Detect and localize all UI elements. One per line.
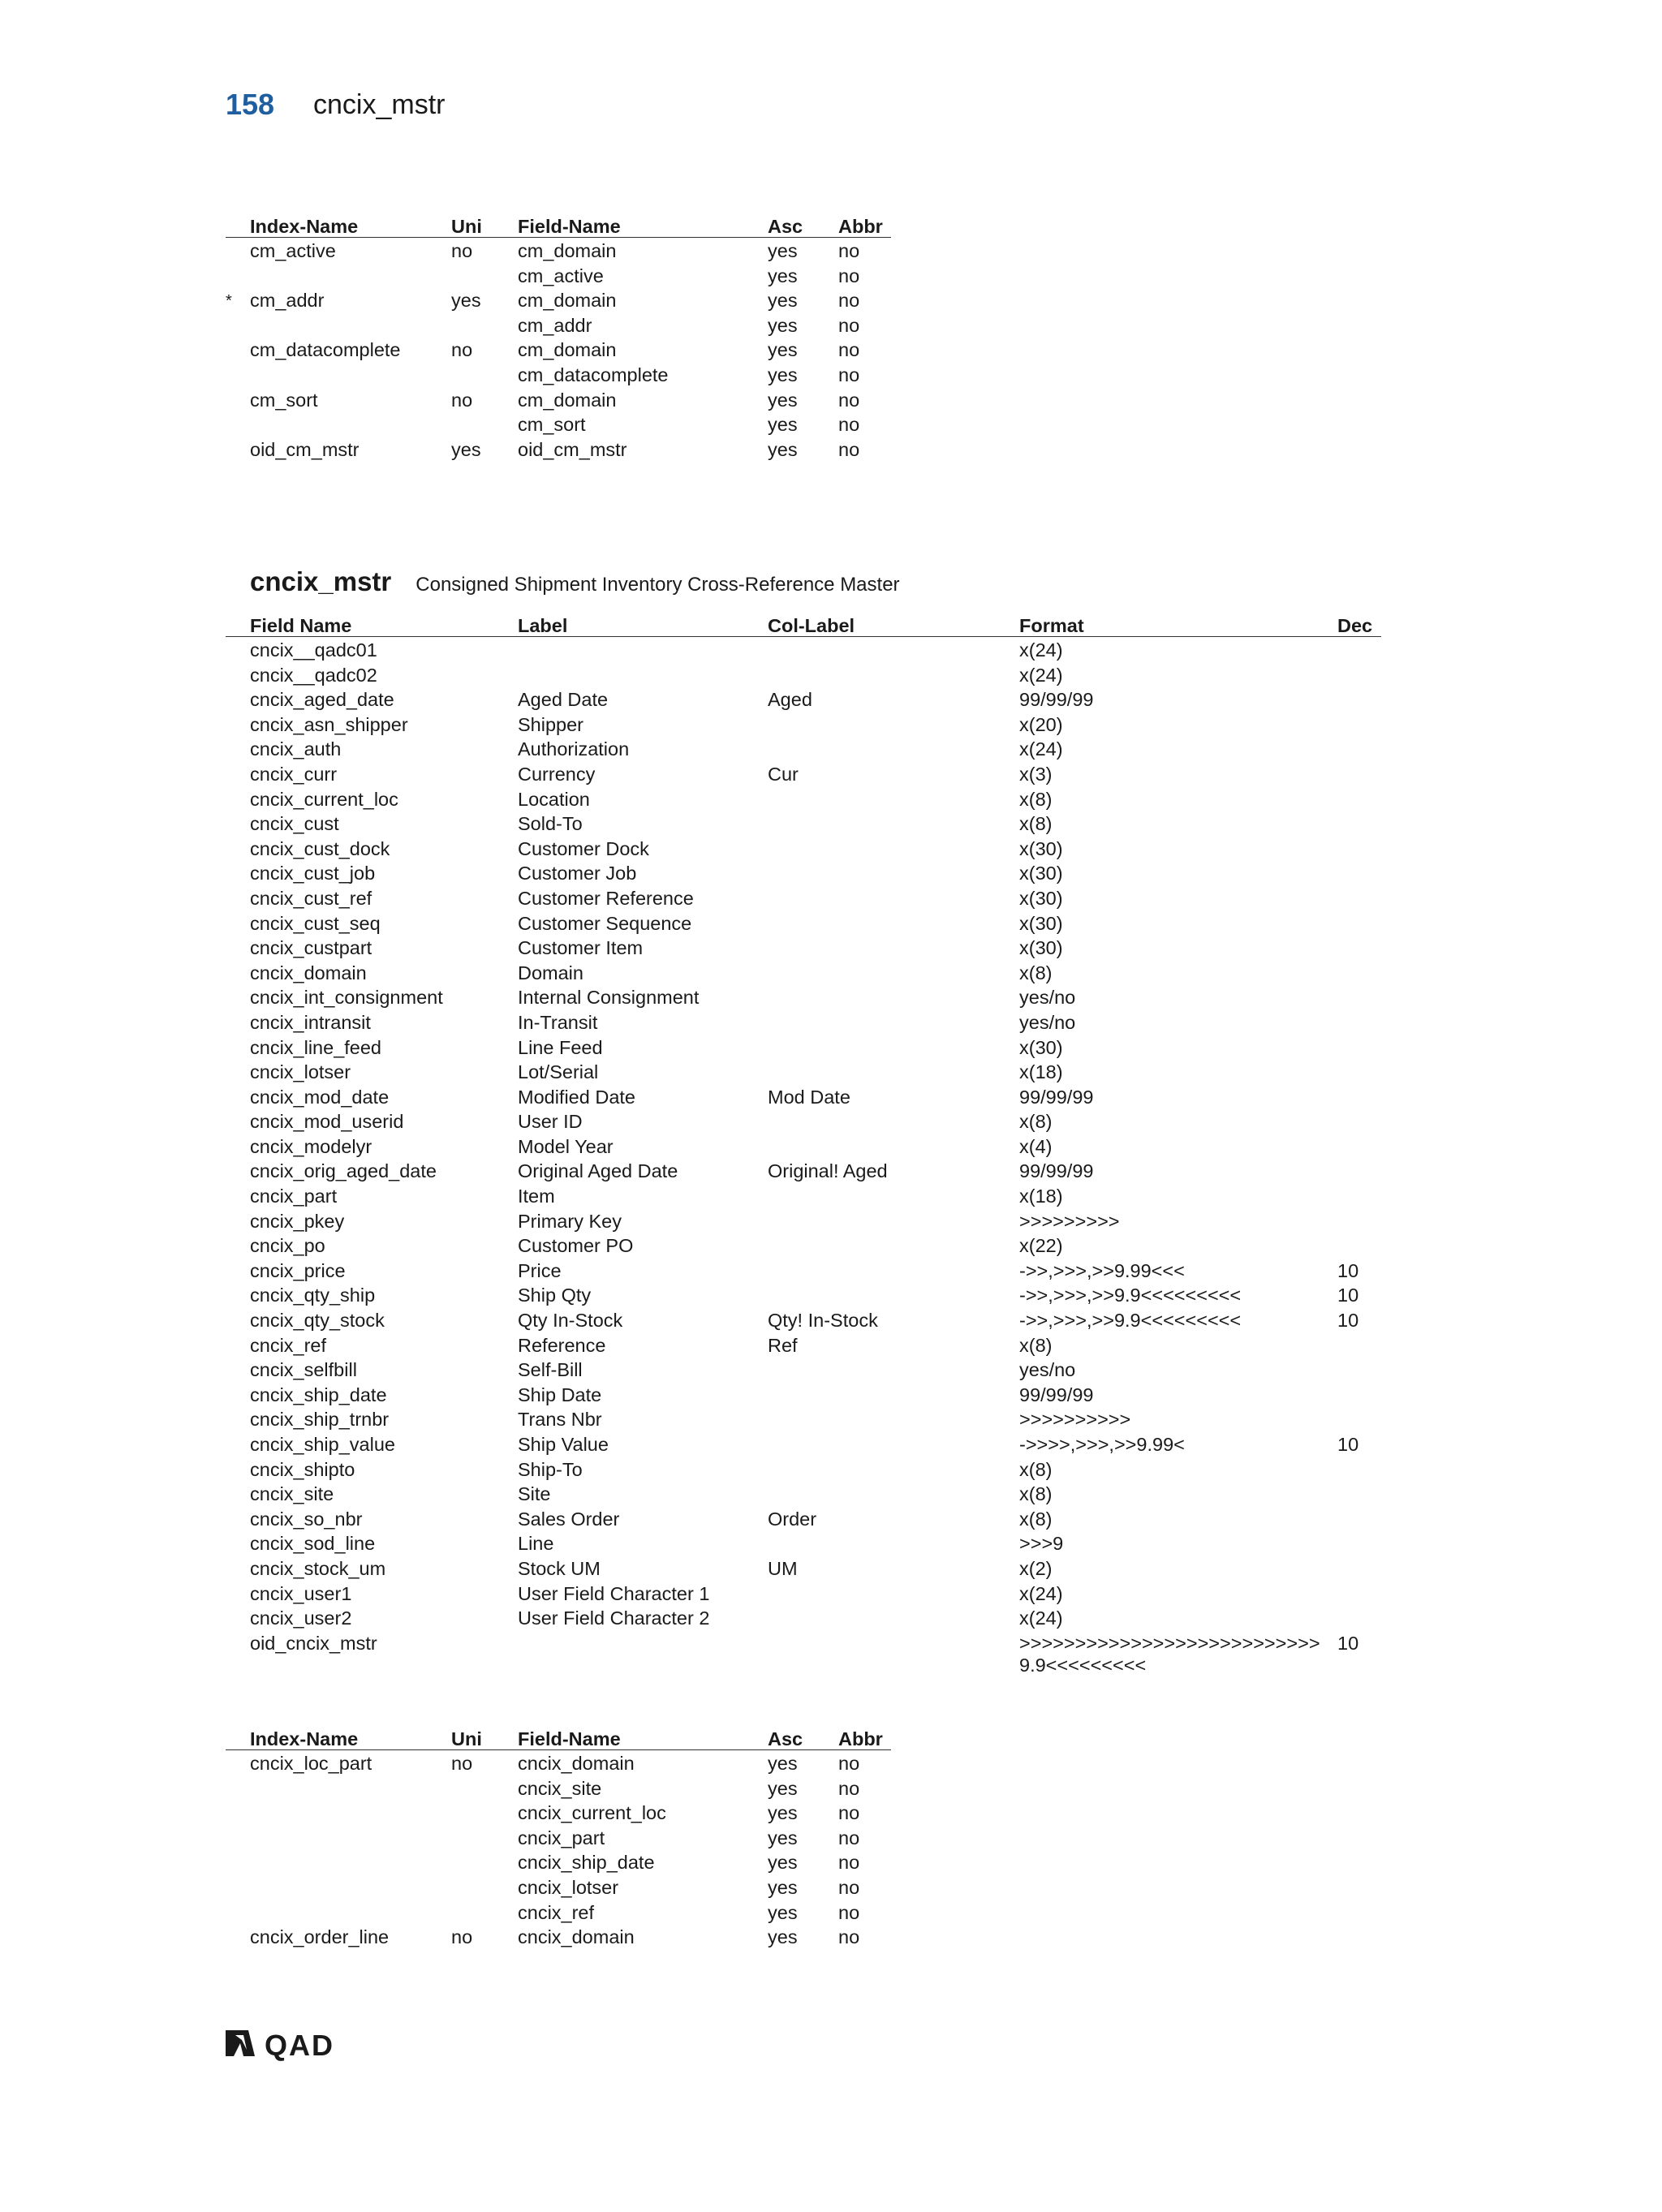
field-format: ->>>>,>>>,>>9.99< — [1019, 1434, 1185, 1455]
table-heading — [250, 566, 900, 597]
index-unique: no — [451, 389, 473, 411]
index-ascending: yes — [768, 1926, 798, 1948]
field-label: Customer Job — [518, 863, 637, 884]
field-decimals: 10 — [1337, 1434, 1359, 1455]
cncix-index-table — [226, 1725, 891, 1949]
field-label: Customer Reference — [518, 887, 694, 909]
index-name: cm_addr — [250, 290, 325, 312]
field-label: Ship-To — [518, 1458, 583, 1480]
table-description: Consigned Shipment Inventory Cross-Reference Master — [416, 574, 900, 596]
field-row — [226, 1059, 1381, 1084]
field-format: x(18) — [1019, 1186, 1063, 1207]
index-ascending: yes — [768, 414, 798, 436]
field-format: x(8) — [1019, 1508, 1053, 1530]
field-col-label: Mod Date — [768, 1086, 850, 1108]
index-abbreviated: no — [838, 240, 860, 261]
field-label: Stock UM — [518, 1557, 601, 1579]
field-format: ->>,>>>,>>9.99<<< — [1019, 1259, 1185, 1281]
field-format: x(22) — [1019, 1235, 1063, 1257]
field-row — [226, 1035, 1381, 1060]
index-row — [226, 287, 891, 312]
col-dec: Dec — [1337, 615, 1373, 636]
index-ascending: yes — [768, 1802, 798, 1824]
index-field: cm_domain — [518, 389, 617, 411]
index-ascending: yes — [768, 339, 798, 361]
field-format: 99/99/99 — [1019, 1160, 1094, 1182]
field-row — [226, 1009, 1381, 1035]
field-label: Site — [518, 1483, 551, 1505]
field-format: 99/99/99 — [1019, 689, 1094, 711]
field-format: yes/no — [1019, 1011, 1076, 1033]
field-format: x(8) — [1019, 962, 1053, 983]
col-index-name: Index-Name — [250, 216, 359, 237]
field-row — [226, 637, 1381, 662]
index-field: cncix_domain — [518, 1753, 635, 1774]
col-field-name: Field-Name — [518, 1728, 621, 1749]
index-abbreviated: no — [838, 265, 860, 286]
field-label: Customer PO — [518, 1235, 634, 1257]
field-row — [226, 1158, 1381, 1183]
index-field: cm_active — [518, 265, 604, 286]
field-name: cncix_modelyr — [250, 1135, 372, 1157]
cncix-index-header — [226, 1725, 891, 1750]
field-col-label: Cur — [768, 763, 799, 785]
index-field: cncix_site — [518, 1777, 602, 1799]
index-abbreviated: no — [838, 1901, 860, 1923]
field-row — [226, 662, 1381, 687]
field-name: cncix_qty_ship — [250, 1285, 376, 1306]
index-field: oid_cm_mstr — [518, 438, 627, 460]
index-ascending: yes — [768, 1901, 798, 1923]
field-row — [226, 1506, 1381, 1531]
field-label: Currency — [518, 763, 596, 785]
field-name: cncix__qadc02 — [250, 664, 377, 686]
field-name: cncix_site — [250, 1483, 334, 1505]
field-name: cncix_mod_userid — [250, 1111, 404, 1133]
cm-index-table — [226, 213, 891, 461]
field-row — [226, 1556, 1381, 1581]
field-label: User Field Character 2 — [518, 1607, 710, 1629]
qad-logo-icon — [224, 2029, 256, 2058]
index-ascending: yes — [768, 389, 798, 411]
col-label: Label — [518, 615, 568, 636]
field-format: >>>9 — [1019, 1533, 1064, 1555]
index-unique: no — [451, 240, 473, 261]
field-col-label: Order — [768, 1508, 817, 1530]
field-label: Ship Date — [518, 1384, 602, 1405]
index-ascending: yes — [768, 364, 798, 385]
field-name: cncix_user1 — [250, 1582, 352, 1604]
field-format: x(8) — [1019, 788, 1053, 810]
field-label: Modified Date — [518, 1086, 635, 1108]
field-row — [226, 1457, 1381, 1482]
field-name: cncix_mod_date — [250, 1086, 390, 1108]
field-label: Original Aged Date — [518, 1160, 678, 1182]
index-row — [226, 1825, 891, 1850]
field-label: Price — [518, 1259, 562, 1281]
field-label: User Field Character 1 — [518, 1582, 710, 1604]
index-ascending: yes — [768, 290, 798, 312]
field-name: cncix_custpart — [250, 937, 372, 959]
field-format: >>>>>>>>>> — [1019, 1409, 1131, 1431]
field-label: Sales Order — [518, 1508, 620, 1530]
field-format: x(30) — [1019, 887, 1063, 909]
field-label: Trans Nbr — [518, 1409, 602, 1431]
field-format: x(8) — [1019, 1458, 1053, 1480]
index-field: cncix_ship_date — [518, 1852, 655, 1874]
field-format: 99/99/99 — [1019, 1384, 1094, 1405]
field-name: cncix_lotser — [250, 1061, 351, 1083]
index-row — [226, 387, 891, 412]
field-format: x(8) — [1019, 1483, 1053, 1505]
index-name: cncix_loc_part — [250, 1753, 372, 1774]
field-label: Item — [518, 1186, 555, 1207]
field-row — [226, 836, 1381, 861]
field-label: Authorization — [518, 738, 630, 760]
field-decimals: 10 — [1337, 1310, 1359, 1332]
field-col-label: Original! Aged — [768, 1160, 888, 1182]
field-row — [226, 1431, 1381, 1457]
index-row — [226, 1775, 891, 1801]
field-name: cncix__qadc01 — [250, 639, 377, 661]
field-format: x(30) — [1019, 937, 1063, 959]
field-name: cncix_stock_um — [250, 1557, 386, 1579]
index-row — [226, 263, 891, 288]
field-name: cncix_aged_date — [250, 689, 394, 711]
field-name: cncix_auth — [250, 738, 342, 760]
index-name: cm_active — [250, 240, 336, 261]
field-label: Ship Value — [518, 1434, 609, 1455]
field-format: x(24) — [1019, 1607, 1063, 1629]
field-label: Customer Item — [518, 937, 644, 959]
col-uni: Uni — [451, 1728, 482, 1749]
index-row — [226, 362, 891, 387]
field-name: cncix_user2 — [250, 1607, 352, 1629]
index-name: cm_datacomplete — [250, 339, 401, 361]
field-decimals: 10 — [1337, 1632, 1359, 1654]
index-ascending: yes — [768, 265, 798, 286]
field-name: cncix_cust — [250, 813, 339, 835]
field-row — [226, 1134, 1381, 1159]
field-name: cncix_po — [250, 1235, 325, 1257]
col-abbr: Abbr — [838, 216, 883, 237]
field-label: Lot/Serial — [518, 1061, 599, 1083]
field-row — [226, 860, 1381, 885]
unique-marker: * — [226, 292, 232, 311]
field-label: Qty In-Stock — [518, 1310, 623, 1332]
field-label: Aged Date — [518, 689, 609, 711]
field-row — [226, 736, 1381, 761]
field-format: x(30) — [1019, 1036, 1063, 1058]
field-format: yes/no — [1019, 1359, 1076, 1381]
field-format: x(30) — [1019, 837, 1063, 859]
cm-index-body — [226, 238, 891, 461]
field-row — [226, 1282, 1381, 1307]
index-row — [226, 1900, 891, 1925]
field-name: cncix_ref — [250, 1334, 327, 1356]
index-abbreviated: no — [838, 314, 860, 336]
field-name: cncix_cust_ref — [250, 887, 372, 909]
index-unique: no — [451, 339, 473, 361]
field-decimals: 10 — [1337, 1259, 1359, 1281]
index-abbreviated: no — [838, 364, 860, 385]
index-row — [226, 1849, 891, 1874]
field-name: cncix_line_feed — [250, 1036, 381, 1058]
index-name: cm_sort — [250, 389, 318, 411]
col-field-name: Field Name — [250, 615, 352, 636]
field-name: cncix_sod_line — [250, 1533, 376, 1555]
field-name: cncix_domain — [250, 962, 367, 983]
field-format: x(4) — [1019, 1135, 1053, 1157]
field-label: Customer Dock — [518, 837, 649, 859]
col-uni: Uni — [451, 216, 482, 237]
index-unique: no — [451, 1926, 473, 1948]
field-row — [226, 1233, 1381, 1258]
field-format: x(2) — [1019, 1557, 1053, 1579]
field-col-label: Ref — [768, 1334, 798, 1356]
field-name: cncix_so_nbr — [250, 1508, 363, 1530]
index-field: cm_datacomplete — [518, 364, 669, 385]
field-name: cncix_part — [250, 1186, 338, 1207]
field-decimals: 10 — [1337, 1285, 1359, 1306]
field-name: cncix_pkey — [250, 1210, 345, 1232]
index-abbreviated: no — [838, 1753, 860, 1774]
col-asc: Asc — [768, 1728, 803, 1749]
field-name: cncix_ship_trnbr — [250, 1409, 390, 1431]
col-format: Format — [1019, 615, 1084, 636]
index-ascending: yes — [768, 1827, 798, 1848]
field-name: oid_cncix_mstr — [250, 1632, 377, 1654]
index-field: cm_domain — [518, 290, 617, 312]
field-format: yes/no — [1019, 987, 1076, 1009]
field-label: Model Year — [518, 1135, 614, 1157]
index-row — [226, 337, 891, 362]
field-row — [226, 885, 1381, 910]
field-row — [226, 935, 1381, 960]
index-field: cm_addr — [518, 314, 592, 336]
field-format: x(24) — [1019, 1582, 1063, 1604]
index-field: cncix_current_loc — [518, 1802, 666, 1824]
field-name: cncix_cust_job — [250, 863, 376, 884]
index-row — [226, 411, 891, 437]
cncix-index-body — [226, 1750, 891, 1949]
index-field: cm_domain — [518, 339, 617, 361]
field-name: cncix_intransit — [250, 1011, 371, 1033]
field-row — [226, 1530, 1381, 1556]
field-label: Shipper — [518, 713, 583, 735]
index-field: cncix_lotser — [518, 1876, 619, 1898]
field-name: cncix_cust_seq — [250, 912, 381, 934]
index-ascending: yes — [768, 1852, 798, 1874]
cm-index-header — [226, 213, 891, 238]
field-col-label: Qty! In-Stock — [768, 1310, 878, 1332]
field-row — [226, 1406, 1381, 1431]
field-row — [226, 1084, 1381, 1109]
index-row — [226, 1924, 891, 1949]
field-label: Reference — [518, 1334, 606, 1356]
field-format: x(24) — [1019, 738, 1063, 760]
field-label: Location — [518, 788, 590, 810]
field-row — [226, 960, 1381, 985]
field-row — [226, 1481, 1381, 1506]
field-name: cncix_qty_stock — [250, 1310, 385, 1332]
field-format: x(20) — [1019, 713, 1063, 735]
field-row — [226, 1382, 1381, 1407]
page-title: cncix_mstr — [313, 89, 446, 120]
index-ascending: yes — [768, 240, 798, 261]
field-row — [226, 1332, 1381, 1358]
index-field: cncix_part — [518, 1827, 605, 1848]
field-row — [226, 811, 1381, 836]
index-row — [226, 1750, 891, 1775]
field-name: cncix_selfbill — [250, 1359, 357, 1381]
field-label: Line — [518, 1533, 554, 1555]
index-name: oid_cm_mstr — [250, 438, 360, 460]
field-col-label: UM — [768, 1557, 798, 1579]
field-format: 99/99/99 — [1019, 1086, 1094, 1108]
index-field: cm_domain — [518, 240, 617, 261]
field-name: cncix_ship_value — [250, 1434, 395, 1455]
field-row — [226, 1108, 1381, 1134]
col-col-label: Col-Label — [768, 615, 855, 636]
field-format: x(24) — [1019, 664, 1063, 686]
field-row — [226, 761, 1381, 786]
field-row — [226, 1581, 1381, 1606]
field-format: ->>,>>>,>>9.9<<<<<<<<< — [1019, 1285, 1242, 1306]
field-col-label: Aged — [768, 689, 812, 711]
field-format: x(30) — [1019, 863, 1063, 884]
index-abbreviated: no — [838, 1777, 860, 1799]
index-field: cncix_domain — [518, 1926, 635, 1948]
field-format: x(30) — [1019, 912, 1063, 934]
field-format: x(8) — [1019, 813, 1053, 835]
field-table — [226, 612, 1381, 1676]
index-ascending: yes — [768, 438, 798, 460]
col-abbr: Abbr — [838, 1728, 883, 1749]
field-label: Self-Bill — [518, 1359, 583, 1381]
index-row — [226, 238, 891, 263]
field-row — [226, 1357, 1381, 1382]
field-label: Internal Consignment — [518, 987, 700, 1009]
field-format: x(24) — [1019, 639, 1063, 661]
field-format: x(18) — [1019, 1061, 1063, 1083]
index-abbreviated: no — [838, 1926, 860, 1948]
field-format: >>>>>>>>>>>>>>>>>>>>>>>>>>>9.9<<<<<<<<< — [1019, 1632, 1320, 1676]
index-ascending: yes — [768, 1876, 798, 1898]
index-ascending: yes — [768, 314, 798, 336]
field-table-header — [226, 612, 1381, 637]
index-ascending: yes — [768, 1753, 798, 1774]
field-row — [226, 686, 1381, 712]
index-abbreviated: no — [838, 1827, 860, 1848]
index-abbreviated: no — [838, 290, 860, 312]
page-number: 158 — [226, 88, 275, 121]
field-name: cncix_current_loc — [250, 788, 398, 810]
field-label: Sold-To — [518, 813, 583, 835]
index-row — [226, 1800, 891, 1825]
field-row — [226, 1258, 1381, 1283]
field-label: Ship Qty — [518, 1285, 592, 1306]
index-abbreviated: no — [838, 389, 860, 411]
index-abbreviated: no — [838, 1802, 860, 1824]
index-field: cncix_ref — [518, 1901, 595, 1923]
field-row — [226, 1183, 1381, 1208]
index-abbreviated: no — [838, 1852, 860, 1874]
index-row — [226, 312, 891, 338]
index-abbreviated: no — [838, 438, 860, 460]
field-format: x(8) — [1019, 1111, 1053, 1133]
field-row — [226, 1630, 1381, 1676]
field-format: >>>>>>>>> — [1019, 1210, 1120, 1232]
field-label: User ID — [518, 1111, 583, 1133]
index-field: cm_sort — [518, 414, 586, 436]
table-name: cncix_mstr — [250, 566, 392, 596]
index-unique: yes — [451, 438, 481, 460]
field-name: cncix_curr — [250, 763, 338, 785]
field-label: Customer Sequence — [518, 912, 692, 934]
index-abbreviated: no — [838, 414, 860, 436]
field-format: x(3) — [1019, 763, 1053, 785]
field-label: Domain — [518, 962, 583, 983]
index-abbreviated: no — [838, 339, 860, 361]
field-name: cncix_price — [250, 1259, 346, 1281]
field-row — [226, 712, 1381, 737]
index-name: cncix_order_line — [250, 1926, 390, 1948]
index-unique: no — [451, 1753, 473, 1774]
field-format: ->>,>>>,>>9.9<<<<<<<<< — [1019, 1310, 1242, 1332]
field-table-body — [226, 637, 1381, 1676]
field-name: cncix_orig_aged_date — [250, 1160, 437, 1182]
field-format: x(8) — [1019, 1334, 1053, 1356]
field-name: cncix_cust_dock — [250, 837, 390, 859]
index-ascending: yes — [768, 1777, 798, 1799]
index-abbreviated: no — [838, 1876, 860, 1898]
field-row — [226, 910, 1381, 936]
field-row — [226, 1208, 1381, 1233]
index-unique: yes — [451, 290, 481, 312]
field-name: cncix_int_consignment — [250, 987, 443, 1009]
col-index-name: Index-Name — [250, 1728, 359, 1749]
field-row — [226, 1605, 1381, 1630]
field-row — [226, 786, 1381, 811]
field-row — [226, 1307, 1381, 1332]
col-field-name: Field-Name — [518, 216, 621, 237]
field-name: cncix_ship_date — [250, 1384, 387, 1405]
col-asc: Asc — [768, 216, 803, 237]
field-label: Primary Key — [518, 1210, 622, 1232]
field-name: cncix_asn_shipper — [250, 713, 408, 735]
field-label: In-Transit — [518, 1011, 598, 1033]
index-row — [226, 437, 891, 462]
index-row — [226, 1874, 891, 1900]
field-row — [226, 984, 1381, 1009]
field-label: Line Feed — [518, 1036, 603, 1058]
field-name: cncix_shipto — [250, 1458, 355, 1480]
qad-logo-text: QAD — [265, 2029, 334, 2062]
